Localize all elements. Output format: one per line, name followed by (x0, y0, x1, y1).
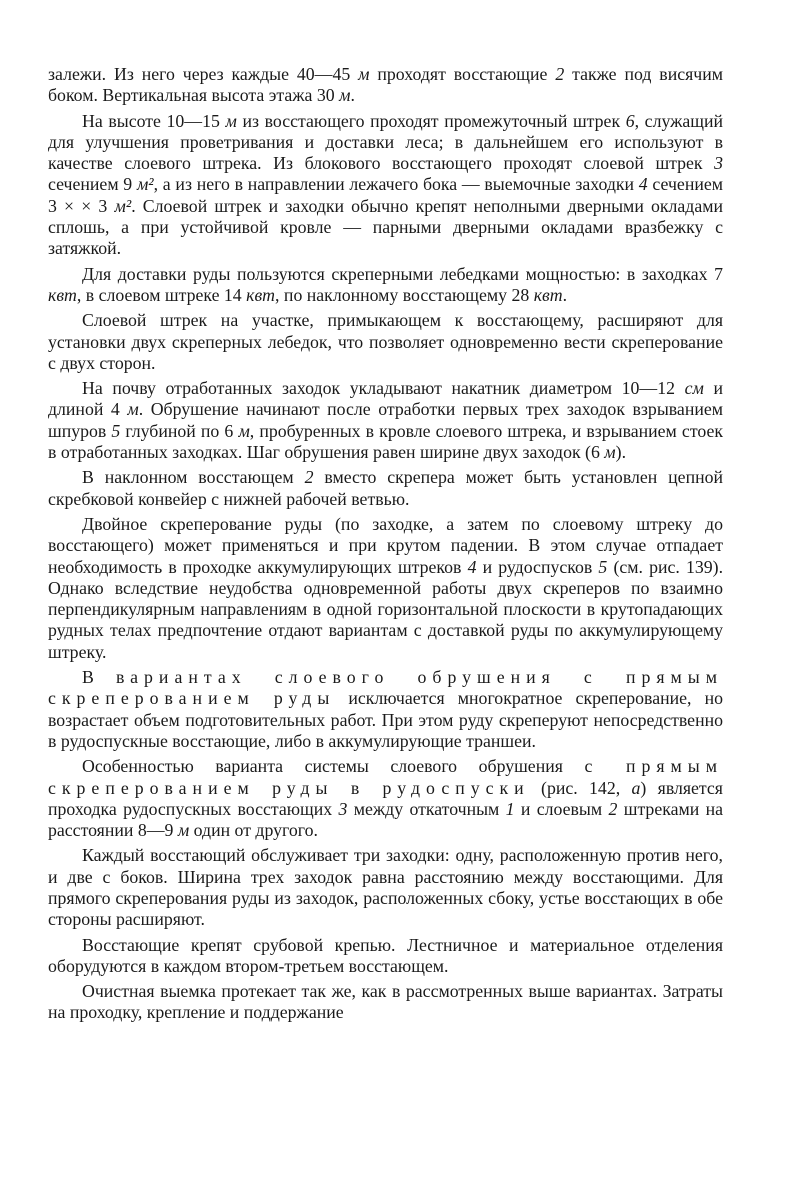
text-segment: 2 (608, 798, 618, 819)
paragraph-12 (48, 981, 723, 1024)
text-segment: м (339, 85, 351, 106)
text-segment: квт (246, 284, 276, 305)
text-segment: Слоевой штрек на участке, примыкающем к восстающему, расширяют для установки двух скреперных лебедок, что позволяет одновременно вести скреперование с двух сторон. (48, 310, 723, 373)
text-segment: Двойное скреперование руды (по заходке, а затем по слоевому штреку до восстающего) может применяться и при крутом падении. В этом случае отпадает необходимость в проходке аккумулирующих штреков (48, 513, 723, 577)
text-segment: 4 (467, 556, 477, 577)
paragraph-8 (48, 667, 723, 752)
text-segment: м² (136, 174, 154, 195)
text-segment: залежи. Из него через каждые 40—45 (48, 64, 359, 84)
text-segment: Особенностью варианта системы слоевого обрушения (82, 756, 585, 777)
text-segment: 1 (505, 798, 515, 819)
text-segment: см (684, 378, 704, 399)
text-segment: квт (48, 284, 77, 305)
text-segment: также под висячим боком. Вертикальная высота этажа 30 (48, 64, 724, 106)
text-segment: , пробуренных в кровле слоевого штрека, и взрыванием стоек в отработанных заходках. Шаг обрушения равен ширине двух заходок (6 (48, 420, 723, 463)
paragraph-9 (48, 756, 723, 841)
text-segment: глубиной по 6 (120, 420, 239, 441)
text-segment: м (604, 442, 616, 463)
text-segment: штреками на расстоянии 8—9 (48, 798, 724, 841)
paragraph-3 (48, 264, 723, 307)
text-segment: На почву отработанных заходок укладывают накатник диаметром 10—12 (82, 378, 685, 399)
text-segment: и слоевым (514, 798, 609, 819)
text-segment: м (238, 420, 250, 441)
text-segment: м (177, 820, 190, 841)
paragraph-6 (48, 467, 723, 510)
text-segment: 5 (598, 556, 608, 577)
text-segment: В (82, 667, 116, 688)
text-segment: 3 (714, 153, 723, 174)
text-segment: ). (615, 442, 627, 463)
paragraph-2 (48, 111, 723, 260)
paragraph-4 (48, 310, 723, 374)
text-segment: м² (114, 195, 132, 216)
paragraph-5 (48, 378, 723, 463)
text-segment: из восстающего проходят промежуточный штрек (236, 110, 626, 131)
text-segment: один от другого. (189, 820, 318, 841)
text-segment: м (358, 64, 370, 84)
text-segment: , по наклонному восстающему 28 (275, 284, 534, 305)
text-segment: , служащий для улучшения проветривания и доставки леса; в дальнейшем его используют в качестве слоевого штрека. Из блокового восстающего проходят слоевой штрек (48, 110, 723, 174)
text-segment: и длиной 4 (48, 378, 724, 420)
text-segment: Каждый восстающий обслуживает три заходки: одну, расположенную против него, и две с боков. Ширина трех заходок равна расстоянию между восстающими. Для прямого скреперования руды из заходок, расположенных сбоку, устье восстающих в обе стороны расширяют. (48, 845, 723, 930)
text-segment: . (562, 284, 568, 305)
text-segment: и рудоспусков (476, 556, 599, 577)
text-segment: сечением 9 (48, 174, 137, 195)
text-segment: сечением 3 × × 3 (48, 174, 723, 216)
text-segment: Восстающие крепят срубовой крепью. Лестничное и материальное отделения оборудуются в каждом втором-третьем восстающем. (48, 934, 723, 976)
text-segment: (см. рис. 139). Однако вследствие неудобства одновременной работы двух скреперов по взаимно перпендикулярным направлениям в одной горизонтальной плоскости в крутопадающих рудных телах предпочтение отдают вариантам с доставкой руды по аккумулирующему штреку. (48, 556, 724, 662)
text-segment: . Обрушение начинают после отработки первых трех заходок взрыванием шпуров (48, 399, 723, 441)
paragraph-1 (48, 64, 723, 107)
text-segment: вместо скрепера может быть установлен цепной скребковой конвейер с нижней рабочей ветвью. (48, 467, 724, 509)
text-segment: 5 (111, 420, 121, 441)
text-segment: 4 (638, 174, 648, 195)
text-segment: . (350, 85, 355, 106)
text-segment: Очистная выемка протекает так же, как в рассмотренных выше вариантах. Затраты на проходку, крепление и поддержание (48, 981, 723, 1023)
text-segment: Для доставки руды пользуются скреперными лебедками мощностью: в заходках 7 (82, 263, 723, 284)
text-segment: с прямым скреперованием руды в рудоспуски (48, 756, 724, 798)
text-segment: ) является проходка рудоспускных восстающих (48, 777, 723, 819)
text-segment: 2 (555, 64, 565, 84)
text-segment: 6 (625, 110, 635, 131)
text-segment: вариантах слоевого обрушения с прямым скреперованием руды (48, 667, 723, 709)
text-segment: В наклонном восстающем (82, 467, 305, 488)
text-segment: (рис. 142, (529, 777, 632, 798)
text-segment: проходят восстающие (369, 64, 556, 84)
text-segment: На высоте 10—15 (82, 110, 226, 131)
text-segment: между откаточным (347, 798, 506, 819)
text-segment: 2 (304, 467, 314, 488)
text-segment: исключается многократное скреперование, но возрастает объем подготовительных работ. При этом руду скреперуют непосредственно в рудоспускные восстающие, либо в аккумулирующие траншеи. (48, 688, 723, 751)
text-segment: м (127, 399, 139, 420)
text-segment: , а из него в направлении лежачего бока — выемочные заходки (153, 174, 639, 195)
text-segment: м (225, 110, 237, 131)
page-body (48, 64, 723, 1028)
paragraph-11 (48, 935, 723, 978)
paragraph-7 (48, 514, 723, 663)
text-segment: , в слоевом штреке 14 (76, 284, 247, 305)
paragraph-10 (48, 845, 723, 930)
text-segment: квт (533, 284, 563, 305)
text-segment: . Слоевой штрек и заходки обычно крепят неполными дверными окладами сплошь, а при устойчивой кровле — парными дверными окладами вразбежку с затяжкой. (48, 195, 723, 259)
text-segment: а (631, 777, 641, 798)
text-segment: 3 (338, 798, 348, 819)
